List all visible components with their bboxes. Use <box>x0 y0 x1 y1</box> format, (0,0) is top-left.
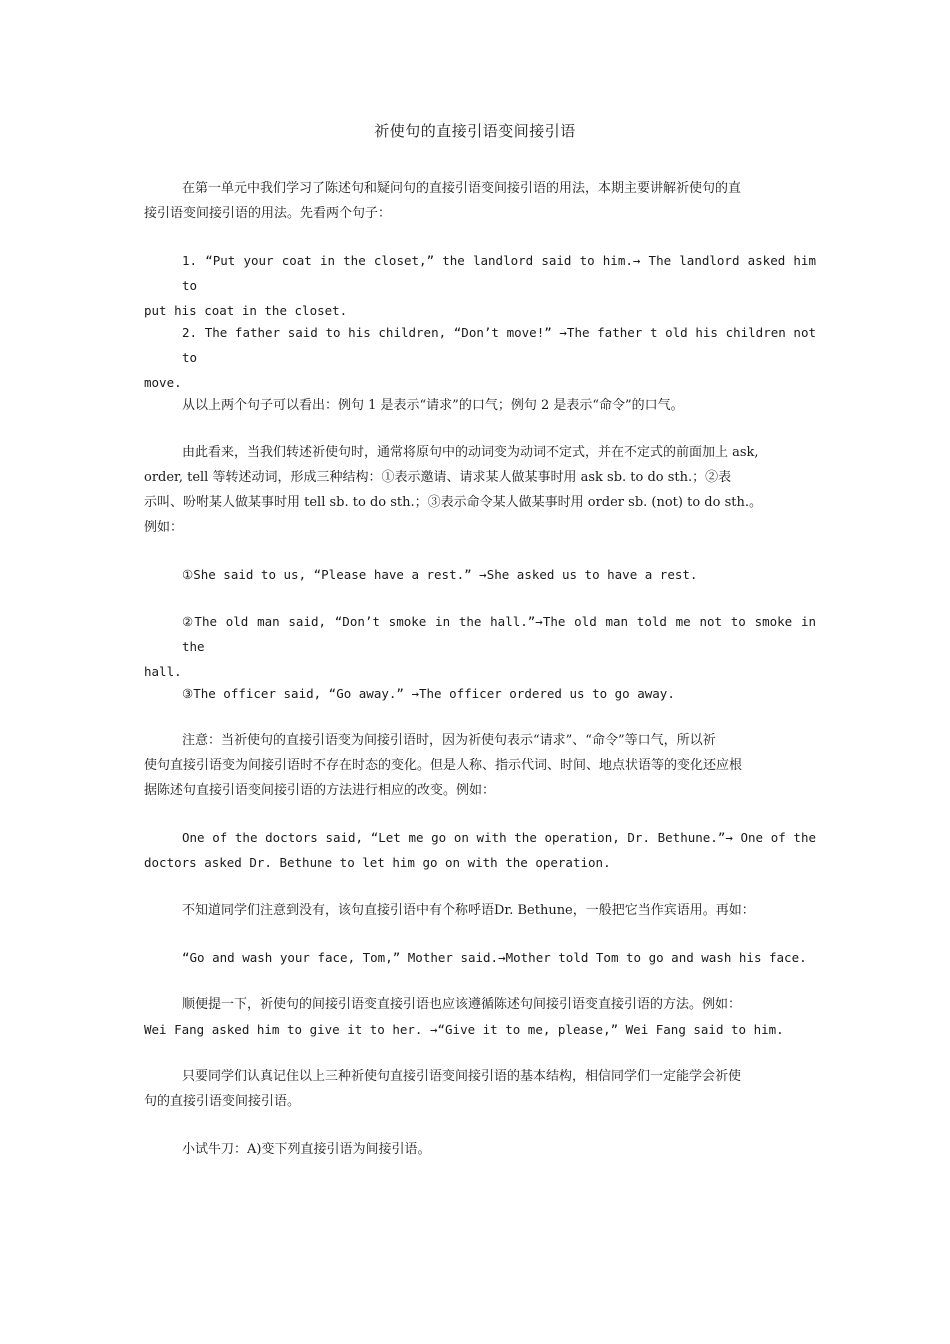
paragraph-example-doctor <box>144 825 816 875</box>
text-line: 接引语变间接引语的用法。先看两个句子： <box>144 206 392 221</box>
text-line: 示叫、吩咐某人做某事时用 tell sb. to do sth.；③表示命令某人做某事时用 order sb. (not) to do sth.。 <box>144 495 762 510</box>
paragraph-reverse <box>144 992 816 1042</box>
text-line: ①She said to us, “Please have a rest.” →She asked us to have a rest. <box>182 567 698 582</box>
text-line: order, tell 等转述动词，形成三种结构：①表示邀请、请求某人做某事时用 ask sb. to do sth.；②表 <box>144 470 732 485</box>
paragraph-intro <box>144 176 816 226</box>
text-line: 从以上两个句子可以看出：例句 1 是表示“请求”的口气；例句 2 是表示“命令”的口气。 <box>182 398 684 413</box>
text-line: hall. <box>144 664 182 679</box>
text-line: 1. “Put your coat in the closet,” the landlord said to him.→ The landlord asked him to <box>182 253 816 293</box>
text-line: ③The officer said, “Go away.” →The officer ordered us to go away. <box>182 686 675 701</box>
paragraph-note <box>144 728 816 803</box>
paragraph-summary <box>144 1064 816 1114</box>
text-line: 只要同学们认真记住以上三种祈使句直接引语变间接引语的基本结构，相信同学们一定能学会祈使 <box>182 1069 742 1084</box>
text-line: One of the doctors said, “Let me go on with the operation, Dr. Bethune.”→ One of the <box>182 830 816 845</box>
text-line: 使句直接引语变为间接引语时不存在时态的变化。但是人称、指示代词、时间、地点状语等的变化还应根 <box>144 758 743 773</box>
paragraph-exercise <box>144 1137 816 1162</box>
paragraph-analysis <box>144 393 816 418</box>
text-line: 小试牛刀：A)变下列直接引语为间接引语。 <box>182 1142 431 1157</box>
paragraph-example-tom <box>144 945 816 970</box>
text-line: move. <box>144 375 182 390</box>
text-line: “Go and wash your face, Tom,” Mother said.→Mother told Tom to go and wash his face. <box>182 950 807 965</box>
paragraph-example-a <box>144 562 816 587</box>
text-line: doctors asked Dr. Bethune to let him go on with the operation. <box>144 855 611 870</box>
paragraph-example-c <box>144 681 816 706</box>
text-line: put his coat in the closet. <box>144 303 348 318</box>
paragraph-example-b <box>144 609 816 684</box>
text-line: 由此看来，当我们转述祈使句时，通常将原句中的动词变为动词不定式，并在不定式的前面加上 ask, <box>182 445 759 460</box>
text-line: Wei Fang asked him to give it to her. →“Give it to me, please,” Wei Fang said to him. <box>144 1022 784 1037</box>
text-line: 例如： <box>144 520 184 535</box>
text-line: 不知道同学们注意到没有，该句直接引语中有个称呼语Dr. Bethune，一般把它当作宾语用。再如： <box>182 903 755 918</box>
text-line: 注意：当祈使句的直接引语变为间接引语时，因为祈使句表示“请求”、“命令”等口气，所以祈 <box>182 733 716 748</box>
paragraph-structures <box>144 440 816 540</box>
text-line: 2. The father said to his children, “Don’t move!” →The father t old his children not to <box>182 325 816 365</box>
text-line: 顺便提一下，祈使句的间接引语变直接引语也应该遵循陈述句间接引语变直接引语的方法。例如： <box>182 997 742 1012</box>
paragraph-example-1 <box>144 248 816 323</box>
text-line: ②The old man said, “Don’t smoke in the hall.”→The old man told me not to smoke in the <box>182 614 816 654</box>
text-line: 在第一单元中我们学习了陈述句和疑问句的直接引语变间接引语的用法，本期主要讲解祈使句的直 <box>182 181 742 196</box>
text-line: 句的直接引语变间接引语。 <box>144 1094 301 1109</box>
paragraph-vocative <box>144 898 816 923</box>
paragraph-example-2 <box>144 320 816 395</box>
document-title: 祈使句的直接引语变间接引语 <box>374 122 576 140</box>
text-line: 据陈述句直接引语变间接引语的方法进行相应的改变。例如： <box>144 783 496 798</box>
